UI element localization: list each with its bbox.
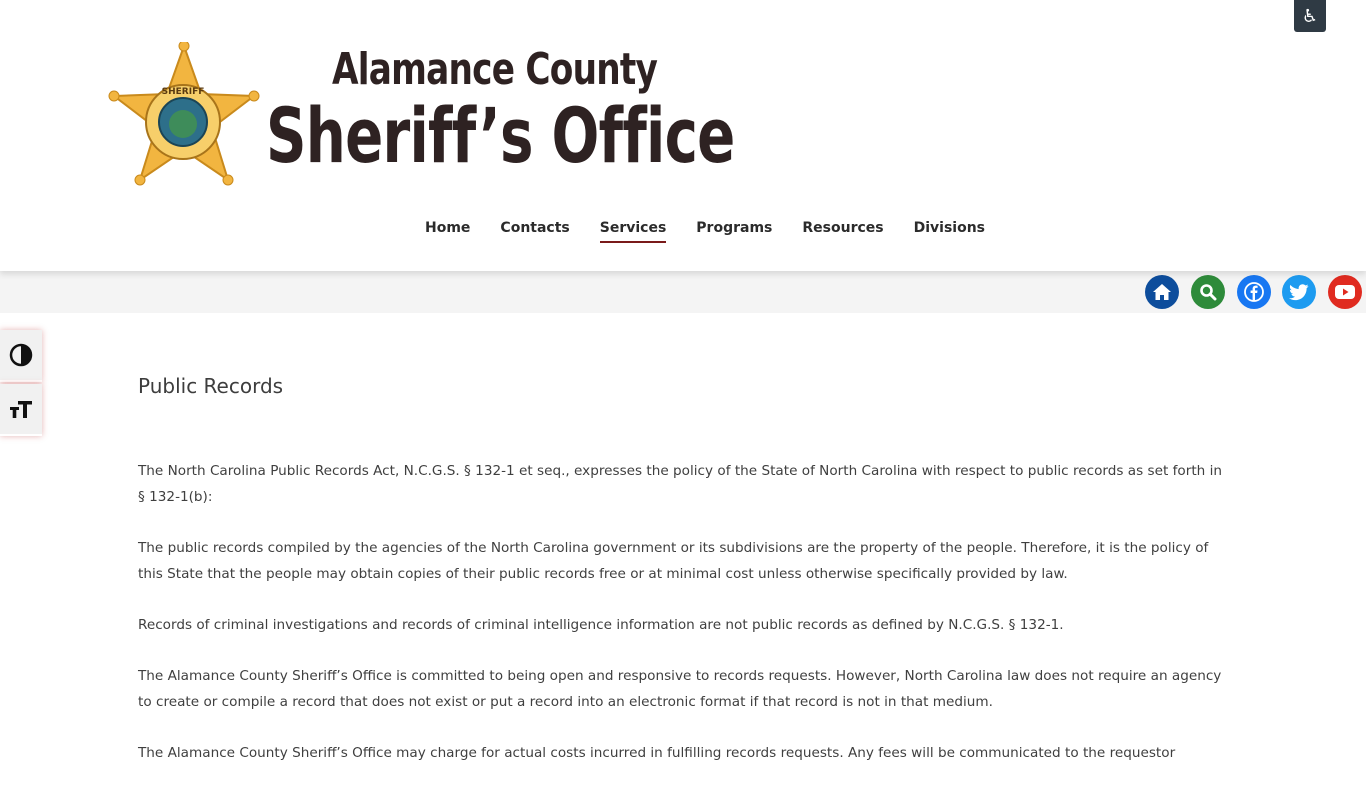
facebook-link[interactable] <box>1237 275 1271 309</box>
accessibility-toolbar <box>0 330 42 438</box>
nav-item-services[interactable]: Services <box>585 214 682 248</box>
nav-item-programs[interactable]: Programs <box>696 220 773 236</box>
main-nav <box>410 214 1000 248</box>
site-header <box>0 0 1366 271</box>
logo-line-2: Sheriff’s Office <box>266 91 735 180</box>
contrast-icon <box>9 343 33 367</box>
main-content <box>138 372 1230 791</box>
home-icon <box>1152 283 1172 301</box>
search-icon <box>1199 283 1217 301</box>
accessibility-icon: ♿ <box>1301 5 1319 27</box>
paragraph: Records of criminal investigations and records of criminal intelligence information are not public records as defined by N.C.G.S. § 132-1. <box>138 617 1064 633</box>
youtube-icon <box>1335 285 1355 299</box>
youtube-link[interactable] <box>1328 275 1362 309</box>
twitter-icon <box>1289 284 1309 301</box>
text-size-button[interactable] <box>0 384 42 436</box>
nav-item-resources[interactable]: Resources <box>802 220 884 236</box>
paragraph: The Alamance County Sheriff’s Office is committed to being open and responsive to records requests. However, North Carolina law does not require an agency to create or compile a record that does not exist or put a record into an electronic format if that record is not in that medium. <box>138 668 1222 710</box>
search-link[interactable] <box>1191 275 1225 309</box>
site-logo[interactable] <box>106 42 735 192</box>
nav-item-home[interactable]: Home <box>425 220 471 236</box>
accessibility-button[interactable] <box>1294 0 1326 32</box>
badge-sheriff-text: SHERIFF <box>161 87 205 97</box>
paragraph: The Alamance County Sheriff’s Office may charge for actual costs incurred in fulfilling records requests. Any fees will be communicated to the requestor <box>138 745 1176 761</box>
sheriff-badge-icon <box>106 42 262 192</box>
paragraph: The public records compiled by the agencies of the North Carolina government or its subdivisions are the property of the people. Therefore, it is the policy of this State that the people may obtain copies of their public records free or at minimal cost unless otherwise specifically provided by law. <box>138 540 1209 582</box>
text-size-icon <box>9 398 33 420</box>
paragraph: The North Carolina Public Records Act, N.C.G.S. § 132-1 et seq., expresses the policy of the State of North Carolina with respect to public records as set forth in § 132-1(b): <box>138 463 1222 505</box>
home-link[interactable] <box>1145 275 1179 309</box>
nav-item-contacts[interactable]: Contacts <box>500 220 570 236</box>
contrast-toggle-button[interactable] <box>0 330 42 382</box>
logo-line-1: Alamance County <box>332 44 658 95</box>
page-title: Public Records <box>138 374 284 398</box>
twitter-link[interactable] <box>1282 275 1316 309</box>
nav-item-divisions[interactable]: Divisions <box>913 220 986 236</box>
facebook-icon <box>1244 282 1264 302</box>
